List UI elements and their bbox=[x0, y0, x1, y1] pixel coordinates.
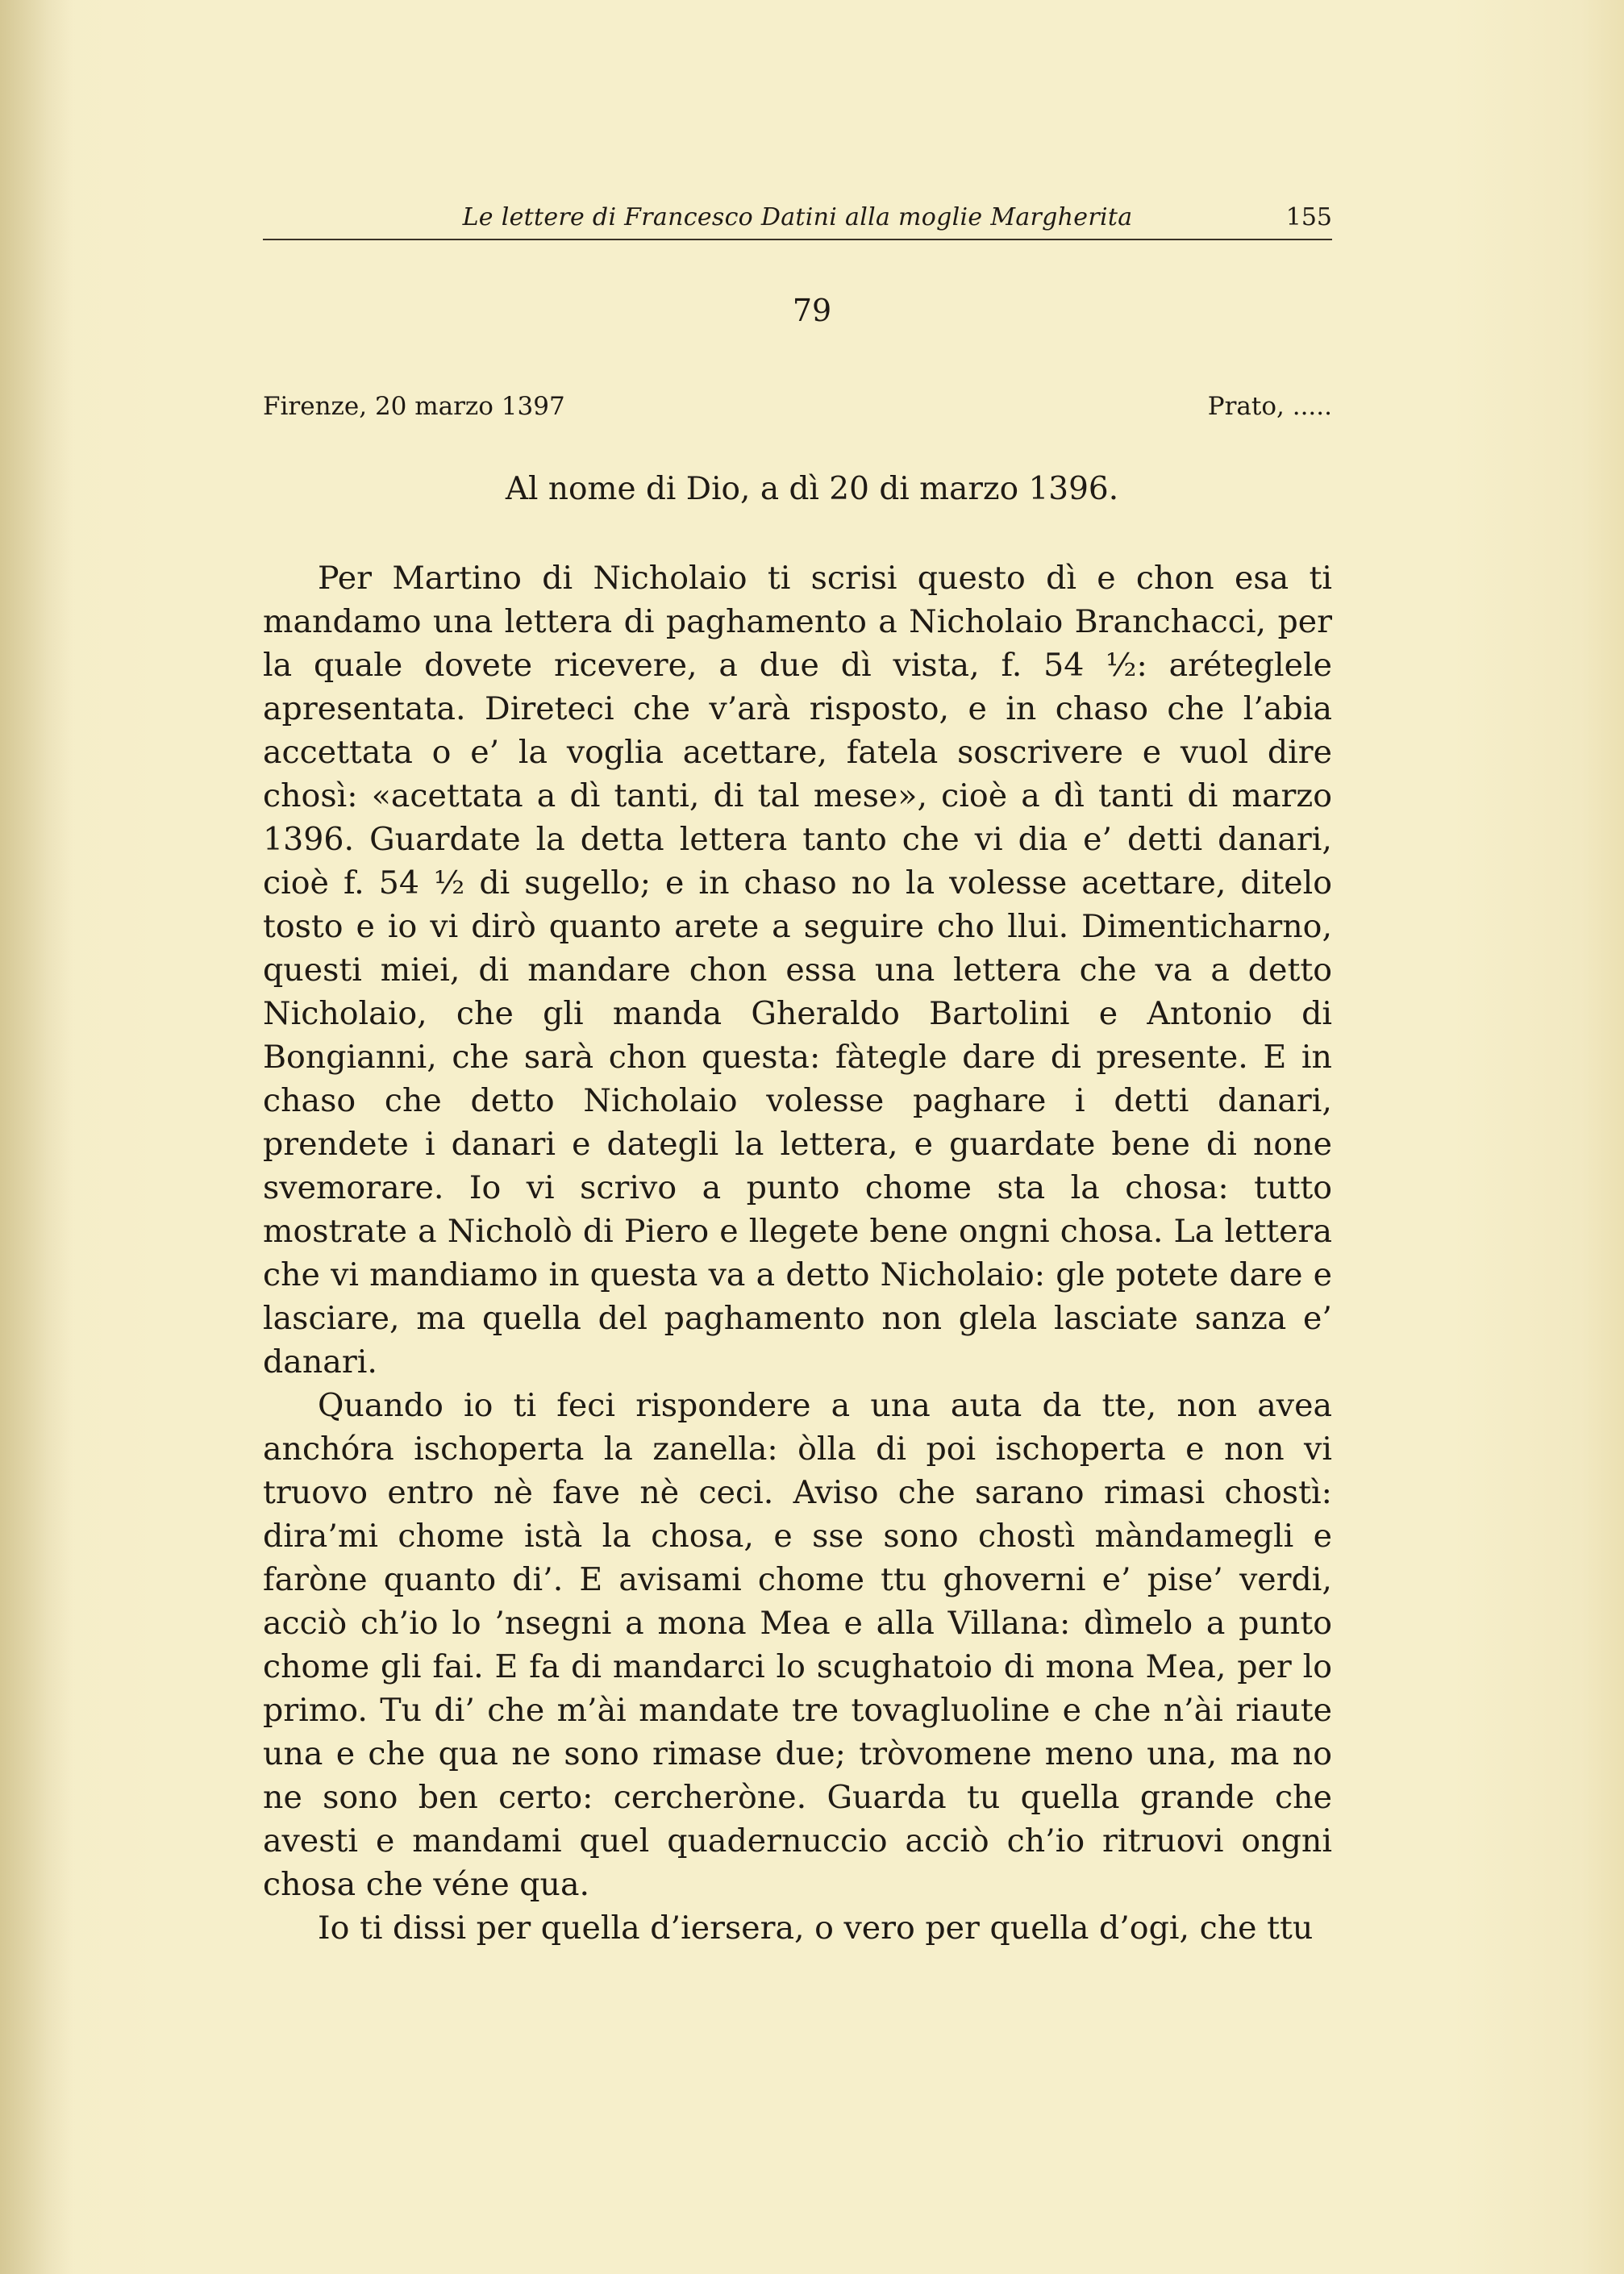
paragraph-1: Per Martino di Nicholaio ti scrisi questo dì e chon esa ti mandamo una lettera di paghamento a Nicholaio Branchacci, per la quale dovete ricevere, a due dì vista, f. 54 ½: aréteglele apresentata. Direteci che v’arà risposto, e in chaso che l’abia accettata o e’ la voglia acettare, fatela soscrivere e vuol dire chosì: «acettata a dì tanti, di tal mese», cioè a dì tanti di marzo 1396. Guardate la detta lettera tanto che vi dia e’ detti danari, cioè f. 54 ½ di sugello; e in chaso no la volesse acettare, ditelo tosto e io vi dirò quanto arete a seguire cho llui. Dimenticharno, questi miei, di mandare chon essa una lettera che va a detto Nicholaio, che gli manda Gheraldo Bartolini e Antonio di Bongianni, che sarà chon questa: fàtegle dare di presente. E in chaso che detto Nicholaio volesse paghare i detti danari, prendete i danari e dategli la lettera, e guardate bene di none svemorare. Io vi scrivo a punto chome sta la chosa: tutto mostrate a Nicholò di Piero e llegete bene ongni chosa. La lettera che vi mandiamo in questa va a detto Nicholaio: gle potete dare e lasciare, ma quella del paghamento non glela lasciate sanza e’ danari. bbox=[263, 560, 1332, 1381]
letter-number: 79 bbox=[792, 293, 832, 328]
running-title: Le lettere di Francesco Datini alla moglie Margherita bbox=[462, 203, 1133, 231]
letter-body bbox=[263, 556, 1332, 1950]
paragraph-2: Quando io ti feci rispondere a una auta da tte, non avea anchóra ischoperta la zanella: òlla di poi ischoperta e non vi truovo entro nè fave nè ceci. Aviso che sarano rimasi chostì: dira’mi chome istà la chosa, e sse sono chostì màndamegli e faròne quanto di’. E avisami chome ttu ghoverni e’ pise’ verdi, acciò ch’io lo ’nsegni a mona Mea e alla Villana: dìmelo a punto chome gli fai. E fa di mandarci lo scughatoio di mona Mea, per lo primo. Tu di’ che m’ài mandate tre tovagluoline e che n’ài riaute una e che qua ne sono rimase due; tròvomene meno una, ma no ne sono ben certo: cercheròne. Guarda tu quella grande che avesti e mandami quel quadernuccio acciò ch’io ritruovi ongni chosa che véne qua. bbox=[263, 1387, 1332, 1903]
running-head bbox=[263, 198, 1332, 240]
place-date-line bbox=[263, 392, 1332, 427]
to-place: Prato, ..... bbox=[1207, 392, 1332, 421]
binding-shadow bbox=[0, 0, 73, 2274]
salutation: Al nome di Dio, a dì 20 di marzo 1396. bbox=[505, 471, 1119, 507]
page-number: 155 bbox=[1285, 203, 1332, 231]
from-place-date: Firenze, 20 marzo 1397 bbox=[263, 392, 565, 421]
paragraph-3: Io ti dissi per quella d’iersera, o vero per quella d’ogi, che ttu bbox=[318, 1910, 1314, 1947]
header-rule bbox=[263, 239, 1332, 240]
